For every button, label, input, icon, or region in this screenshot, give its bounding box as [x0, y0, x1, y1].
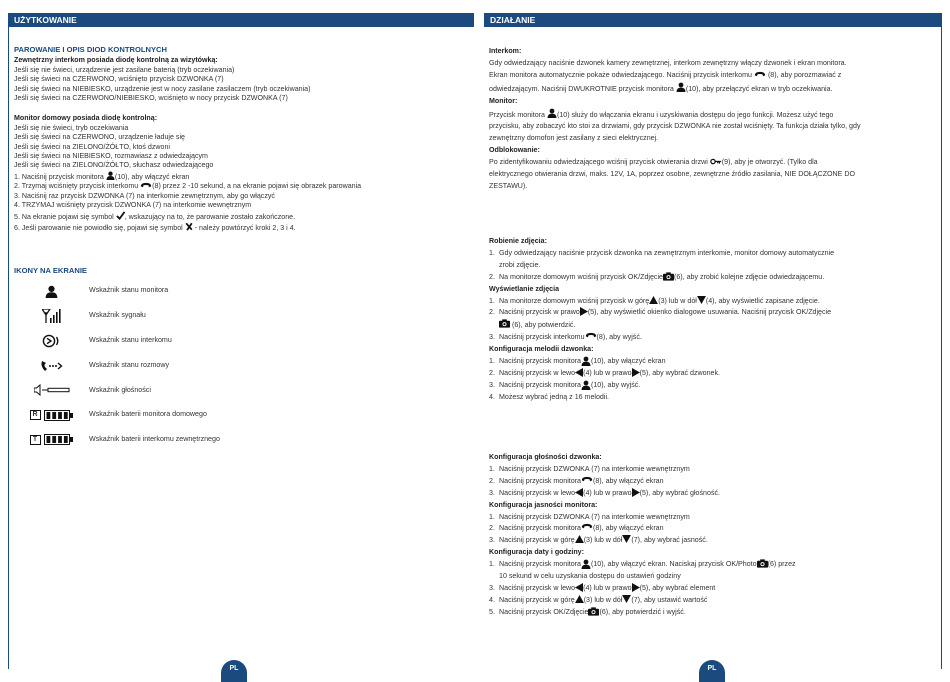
signal-icon [42, 309, 62, 323]
handset-icon [754, 71, 766, 78]
brightness-step: 1. Naciśnij przycisk DZWONKA (7) na interkomie wewnętrznym [489, 512, 690, 521]
down-arrow-icon [622, 595, 631, 603]
camera-icon [663, 272, 674, 281]
battery-icon [44, 434, 74, 445]
icon-row-battery-monitor [14, 403, 464, 428]
volume-step: 3. Naciśnij przycisk w lewo (4) lub w prawo (5), aby wybrać głośność. [489, 488, 721, 497]
brightness-step: 2. Naciśnij przycisk monitora (8), aby włączyć ekran [489, 524, 664, 533]
icons-title: IKONY NA EKRANIE [14, 266, 87, 276]
key-icon [710, 158, 722, 165]
melody-step: 1. Naciśnij przycisk monitora (10), aby włączyć ekran [489, 357, 666, 366]
icon-label: Wskaźnik stanu monitora [89, 286, 169, 295]
melody-step: 4. Możesz wybrać jedną z 16 melodii. [489, 392, 610, 401]
brightness-step: 3. Naciśnij przycisk w górę (3) lub w dół (7), aby wybrać jasność. [489, 536, 708, 545]
pairing-step: 5. Na ekranie pojawi się symbol , wskazujący na to, że parowanie zostało zakończone. [14, 212, 296, 221]
page-badge-left: PL [221, 660, 247, 682]
check-icon [116, 211, 125, 220]
outdoor-line: Jeśli się świeci na NIEBIESKO, urządzenie jest w nocy zasilane zasilaczem (tryb oczekiwania) [14, 84, 311, 93]
handset-icon [140, 182, 152, 189]
outdoor-heading: Zewnętrzny interkom posiada diodę kontrolną za wizytówką: [14, 56, 218, 65]
brightness-heading: Konfiguracja jasności monitora: [489, 500, 598, 509]
page-border-right [941, 27, 942, 669]
view-step: 2. Naciśnij przycisk w prawo (5), aby wyświetlić okienko dialogowe usuwania. Naciśnij przycisk OK/Zdjęcie [489, 308, 832, 317]
monitor-line: Jeśli się nie świeci, tryb oczekiwania [14, 123, 129, 132]
camera-icon [757, 559, 768, 568]
melody-step: 2. Naciśnij przycisk w lewo (4) lub w prawo (5), aby wybrać dzwonek. [489, 368, 721, 377]
right-arrow-icon [580, 307, 588, 316]
monitor-heading: Monitor: [489, 96, 518, 105]
volume-heading: Konfiguracja głośności dzwonka: [489, 453, 602, 461]
monitor-text: Przycisk monitora (10) służy do włączania ekranu i uzyskiwania dostępu do jego funkcji. Możesz użyć tego [489, 108, 937, 122]
monitor-line: Jeśli się świeci na NIEBIESKO, rozmawiasz z odwiedzającym [14, 152, 208, 161]
up-arrow-icon [575, 535, 584, 543]
person-icon [581, 356, 591, 366]
monitor-line: Jeśli się świeci na CZERWONO, urządzenie ładuje się [14, 133, 185, 142]
view-step: (6), aby potwierdzić. [489, 319, 937, 332]
volume-icon [34, 384, 70, 396]
monitor-line: Jeśli się świeci na ZIELONO/ŻÓŁTO, słuchasz odwiedzającego [14, 161, 214, 170]
intercom-heading: Interkom: [489, 47, 522, 55]
icon-row-call [14, 353, 464, 378]
unlock-text: elektrycznego otwierania drzwi, maks. 12V, 1A, poprzez osobne, zewnętrzne źródło zasilania, NIE DOŁĄCZONE DO [489, 170, 856, 179]
datetime-step: 4. Naciśnij przycisk w górę (3) lub w dół (7), aby ustawić wartość [489, 595, 708, 604]
person-icon [547, 108, 557, 118]
icon-label: Wskaźnik stanu rozmowy [89, 360, 170, 369]
header-left: UŻYTKOWANIE [8, 13, 474, 27]
intercom-status-icon [42, 334, 62, 348]
unlock-text: ZESTAWU). [489, 181, 528, 190]
outdoor-line: Jeśli się nie świeci, urządzenie jest zasilane baterią (tryb oczekiwania) [14, 65, 235, 74]
pairing-step: 3. Naciśnij raz przycisk DZWONKA (7) na interkomie zewnętrznym, aby go włączyć [14, 191, 275, 200]
handset-icon [581, 476, 593, 483]
right-column-bottom [489, 452, 937, 619]
down-arrow-icon [622, 535, 631, 543]
right-column-lower [489, 236, 937, 404]
melody-step: 3. Naciśnij przycisk monitora (10), aby wyjść. [489, 380, 641, 389]
person-icon [45, 285, 58, 298]
icon-label: Wskaźnik stanu interkomu [89, 336, 172, 344]
handset-icon [581, 523, 593, 530]
battery-r-badge: R [30, 410, 41, 420]
battery-icon [44, 410, 74, 421]
intercom-text: odwiedzającym. Naciśnij DWUKROTNIE przycisk monitora (10), aby przełączyć ekran w tryb oczekiwania. [489, 82, 937, 96]
person-icon [581, 559, 591, 569]
outdoor-line: Jeśli się świeci na CZERWONO, wciśnięto przycisk DZWONKA (7) [14, 75, 224, 84]
header-right: DZIAŁANIE [484, 13, 942, 27]
right-arrow-icon [632, 368, 640, 377]
up-arrow-icon [649, 296, 658, 304]
handset-icon [585, 332, 597, 339]
right-column [489, 46, 937, 193]
battery-t-badge: T [30, 435, 41, 445]
icon-label: Wskaźnik sygnału [89, 311, 146, 320]
volume-step: 2. Naciśnij przycisk monitora (8), aby włączyć ekran [489, 476, 664, 485]
datetime-heading: Konfiguracja daty i godziny: [489, 548, 584, 557]
right-arrow-icon [632, 488, 640, 497]
call-status-icon [40, 359, 64, 373]
icon-row-volume [14, 378, 464, 403]
down-arrow-icon [697, 296, 706, 304]
camera-icon [499, 319, 510, 328]
outdoor-line: Jeśli się świeci na CZERWONO/NIEBIESKO, wciśnięto w nocy przycisk DZWONKA (7) [14, 94, 288, 103]
monitor-line: Jeśli się świeci na ZIELONO/ŻÓŁTO, ktoś dzwoni [14, 142, 170, 151]
photo-heading: Robienie zdjęcia: [489, 237, 547, 245]
intercom-text: Gdy odwiedzający naciśnie dzwonek kamery zewnętrznej, interkom zewnętrzny włączy dzwonek i ekran monitora. [489, 58, 847, 67]
pairing-step: 2. Trzymaj wciśnięty przycisk interkomu (8) przez 2 -10 sekund, a na ekranie pojawi się obrazek parowania [14, 182, 362, 191]
person-icon [106, 171, 115, 180]
unlock-text: Po zidentyfikowaniu odwiedzającego wciśnij przycisk otwierania drzwi (9), aby je otworzyć. (Tylko dla [489, 158, 818, 167]
icon-label: Wskaźnik głośności [89, 385, 151, 394]
icon-row-battery-intercom [14, 428, 464, 453]
x-icon [185, 222, 193, 231]
monitor-heading: Monitor domowy posiada diodę kontrolną: [14, 114, 158, 123]
pairing-title: PAROWANIE I OPIS DIOD KONTROLNYCH [14, 45, 168, 54]
right-arrow-icon [632, 583, 640, 592]
camera-icon [588, 607, 599, 616]
icon-row-intercom [14, 328, 464, 353]
intercom-text: Ekran monitora automatycznie pokaże odwiedzającego. Naciśnij przycisk interkomu (8), aby porozmawiać z [489, 70, 842, 79]
left-column [14, 45, 464, 452]
left-arrow-icon [575, 488, 583, 497]
left-arrow-icon [575, 583, 583, 592]
monitor-text: zewnętrzny domofon jest zasilany z sieci elektrycznej. [489, 134, 659, 143]
volume-step: 1. Naciśnij przycisk DZWONKA (7) na interkomie wewnętrznym [489, 464, 690, 473]
pairing-step: 6. Jeśli parowanie nie powiodło się, pojawi się symbol - należy powtórzyć kroki 2, 3 i 4. [14, 223, 296, 232]
datetime-step: 3. Naciśnij przycisk w lewo (4) lub w prawo (5), aby wybrać element [489, 583, 716, 592]
page-border-left [8, 27, 9, 669]
icon-label: Wskaźnik baterii monitora domowego [89, 410, 207, 419]
pairing-step: 1. Naciśnij przycisk monitora (10), aby włączyć ekran [14, 172, 190, 181]
page-badge-right: PL [699, 660, 725, 682]
icon-label: Wskaźnik baterii interkomu zewnętrznego [89, 435, 220, 444]
pairing-step: 4. TRZYMAJ wciśnięty przycisk DZWONKA (7) na interkomie wewnętrznym [14, 201, 252, 210]
photo-step: zrobi zdjęcie. [499, 260, 541, 269]
person-icon [581, 380, 591, 390]
monitor-text: przycisku, aby zobaczyć kto stoi za drzwiami, gdy przycisk DZWONKA nie został wciśnięty. Ta funkcja działa tylko, gdy [489, 122, 861, 131]
icon-row-monitor [14, 279, 464, 304]
datetime-step: 10 sekund w celu uzyskania dostępu do ustawień godziny [499, 572, 681, 581]
icon-row-signal [14, 304, 464, 329]
unlock-heading: Odblokowanie: [489, 146, 540, 155]
person-icon [676, 82, 686, 92]
photo-step: 1. Gdy odwiedzający naciśnie przycisk dzwonka na zewnętrznym interkomie, monitor domowy automatycznie [489, 248, 835, 257]
left-arrow-icon [575, 368, 583, 377]
photo-step: 2. Na monitorze domowym wciśnij przycisk OK/Zdjęcie (6), aby zrobić kolejne zdjęcie odwiedzającemu. [489, 272, 825, 281]
datetime-step: 5. Naciśnij przycisk OK/Zdjęcie (6), aby potwierdzić i wyjść. [489, 607, 686, 616]
up-arrow-icon [575, 595, 584, 603]
melody-heading: Konfiguracja melodii dzwonka: [489, 345, 594, 354]
view-step: 3. Naciśnij przycisk interkomu (8), aby wyjść. [489, 333, 642, 342]
view-step: 1. Na monitorze domowym wciśnij przycisk w górę (3) lub w dół (4), aby wyświetlić zapisane zdjęcie. [489, 296, 820, 305]
datetime-step: 1. Naciśnij przycisk monitora (10), aby włączyć ekran. Naciskaj przycisk OK/Photo (6) przez [489, 560, 796, 569]
view-heading: Wyświetlanie zdjęcia [489, 284, 560, 293]
